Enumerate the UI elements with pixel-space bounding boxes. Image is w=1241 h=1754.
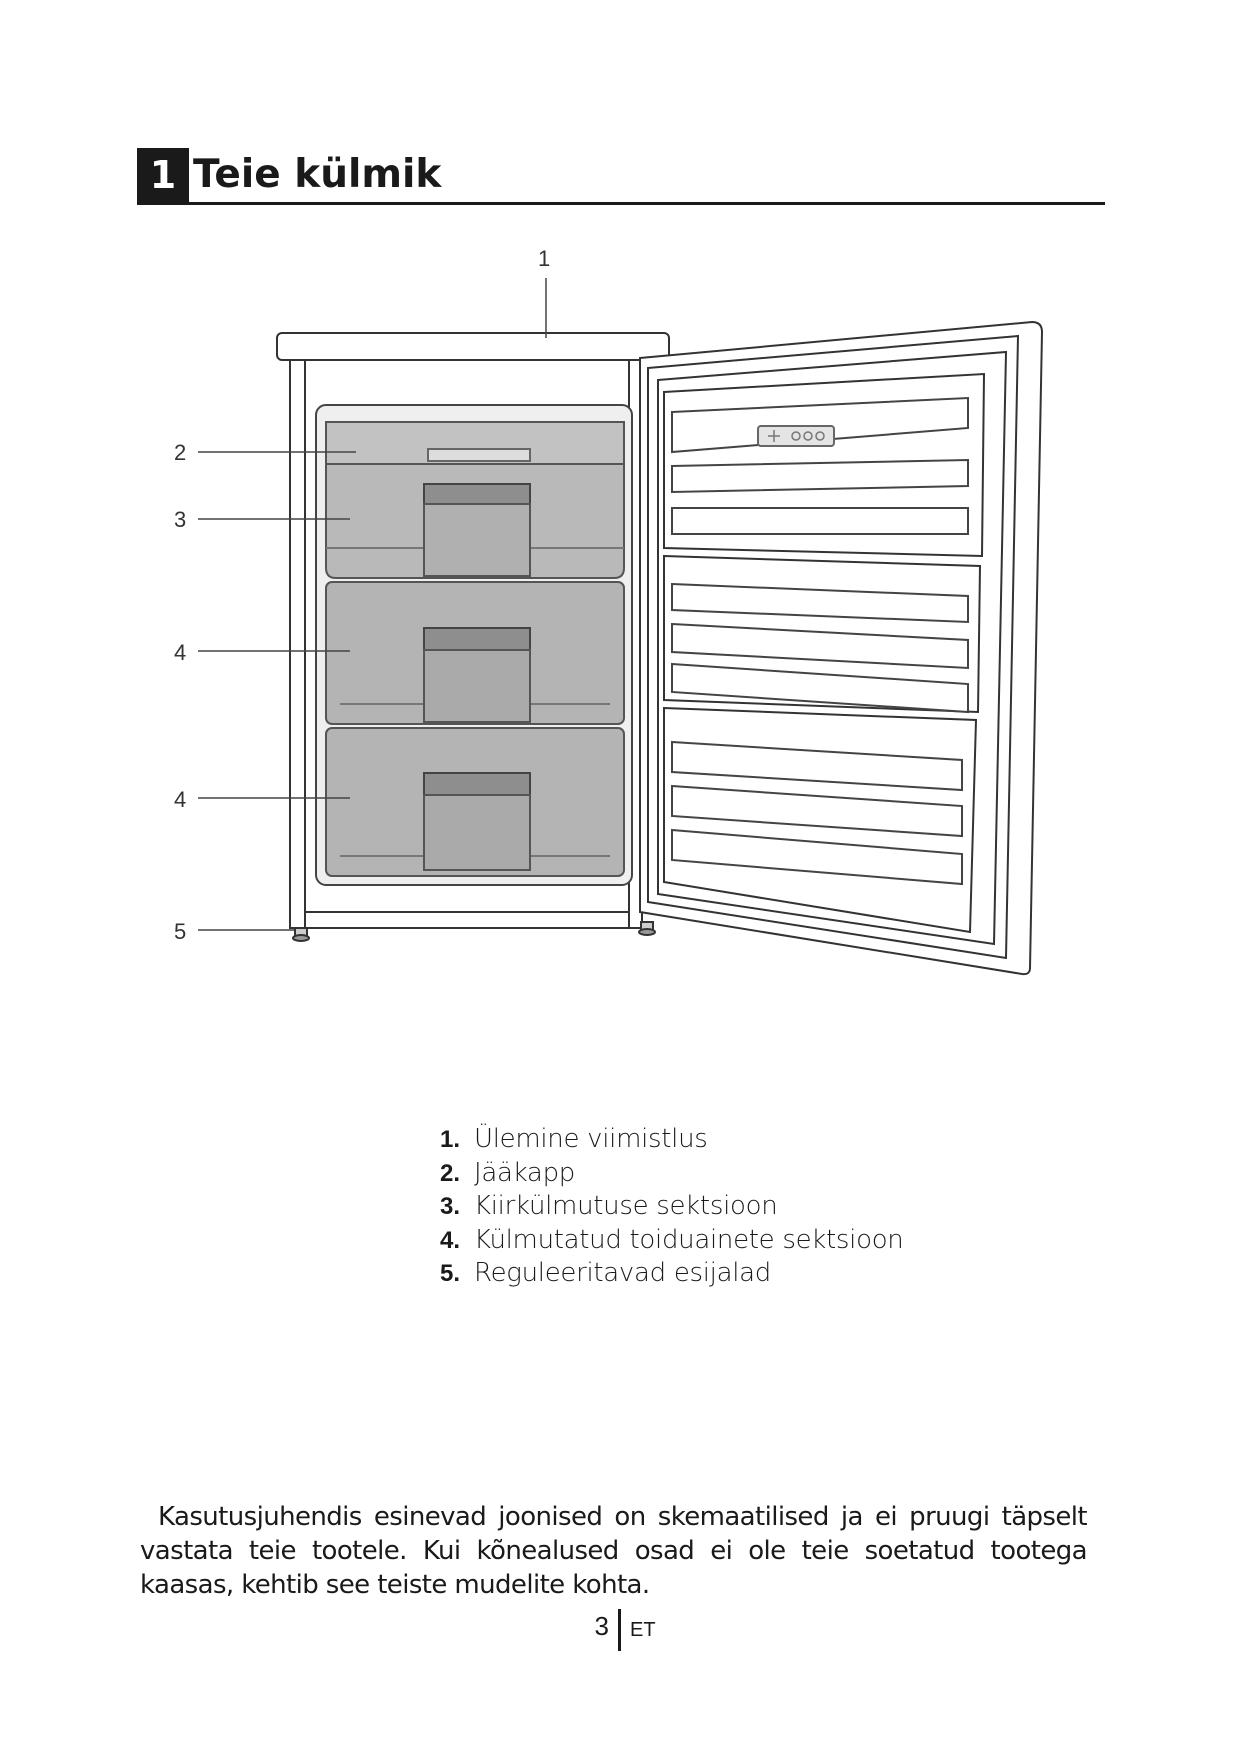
callout-5: 5	[174, 919, 187, 944]
disclaimer-note: Kasutusjuhendis esinevad joonised on skemaatilised ja ei pruugi täpselt vastata teie tootele. Kui kõnealused osad ei ole teie soetatud tootega kaasas, kehtib see teiste mudelite kohta.	[140, 1502, 1087, 1600]
callout-2: 2	[174, 440, 187, 465]
legend-item: 5. Reguleeritavad esijalad	[439, 1258, 772, 1288]
language-code: ET	[630, 1619, 656, 1641]
legend-item: 4. Külmutatud toiduainete sektsioon	[439, 1224, 904, 1255]
page-number: 3	[594, 1611, 609, 1641]
callout-3: 3	[174, 507, 187, 532]
callout-4a: 4	[174, 640, 187, 665]
legend-item: 3. Kiirkülmutuse sektsioon	[439, 1191, 778, 1221]
legend-item: 1. Ülemine viimistlus	[439, 1124, 708, 1154]
footer-divider	[618, 1609, 621, 1651]
parts-legend	[432, 1123, 903, 1291]
callout-4b: 4	[174, 787, 187, 812]
callout-1: 1	[538, 246, 551, 271]
section-number: 1	[137, 148, 189, 202]
top-panel	[277, 333, 669, 360]
legend-item: 2. Jääkapp	[439, 1157, 575, 1188]
section-title: Teie külmik	[193, 152, 442, 197]
